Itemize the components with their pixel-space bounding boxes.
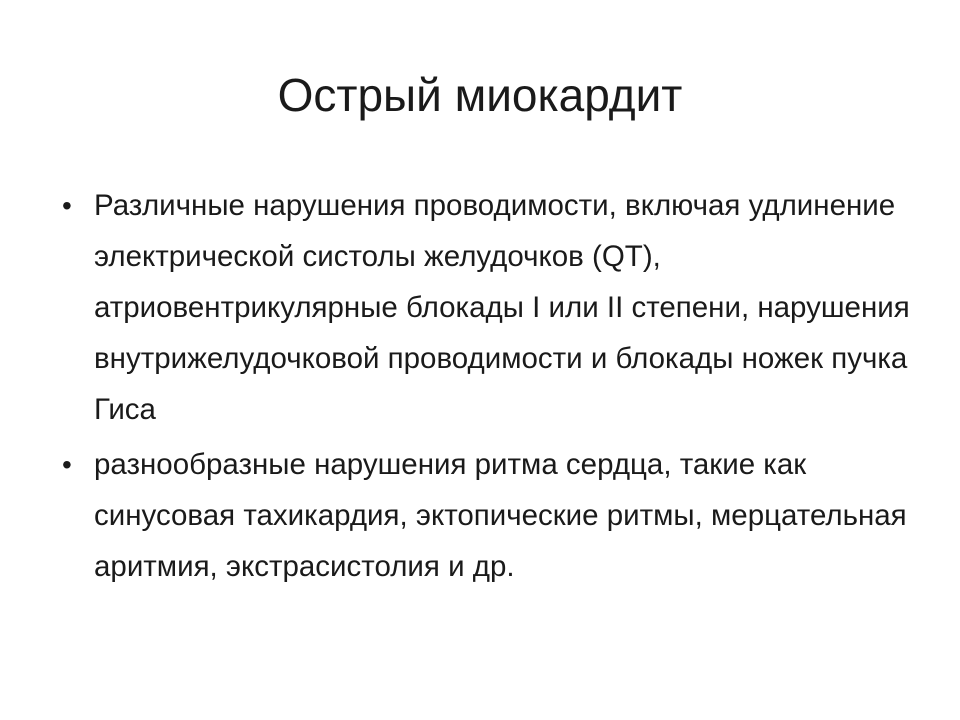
bullet-text: Различные нарушения проводимости, включая удлинение электрической систолы желудочков (QT), атриовентрикулярные блокады I или II степени, нарушения внутрижелудочковой проводимости и блокады ножек пучка Гиса: [94, 189, 910, 426]
bullet-item: [62, 180, 912, 435]
bullet-item: [62, 439, 912, 592]
bullet-icon: •: [62, 190, 72, 221]
bullet-text: разнообразные нарушения ритма сердца, такие как синусовая тахикардия, эктопические ритмы, мерцательная аритмия, экстрасистолия и др.: [94, 448, 907, 583]
bullet-icon: •: [62, 449, 72, 480]
slide-title: Острый миокардит: [277, 69, 683, 121]
bullet-list: [62, 180, 912, 596]
